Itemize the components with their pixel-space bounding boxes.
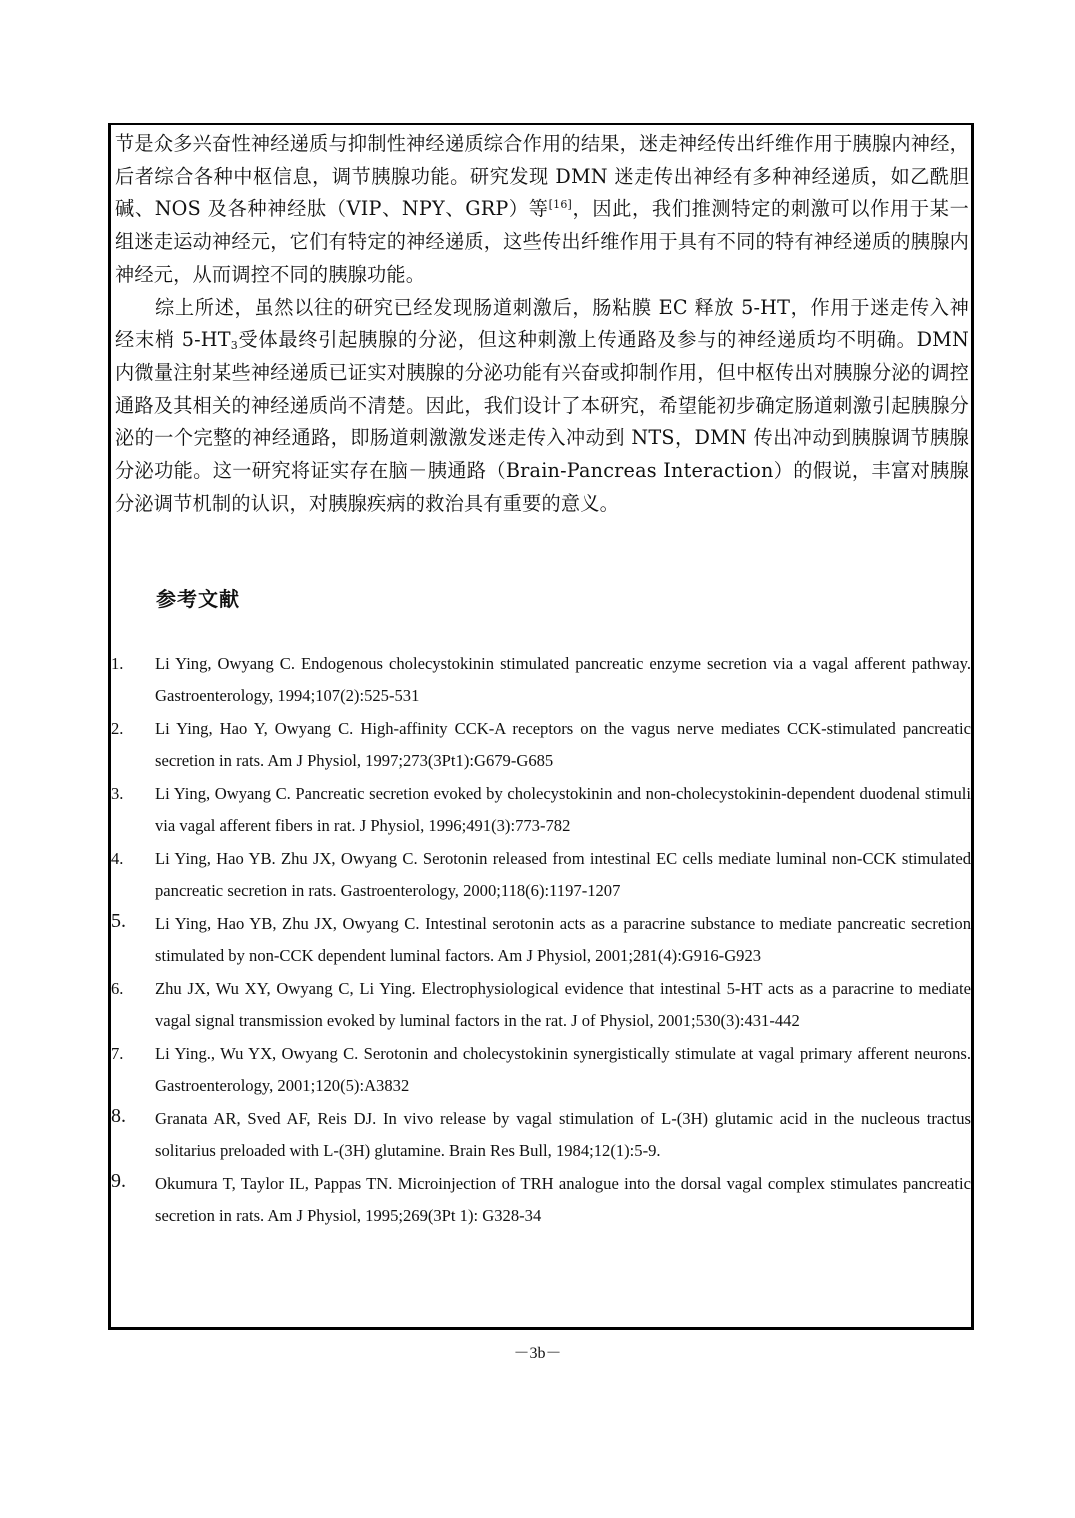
body-text: [115, 128, 969, 520]
reference-number: 4.: [111, 849, 124, 868]
reference-item-7: [111, 1038, 971, 1102]
reference-text: Li Ying, Owyang C. Pancreatic secretion evoked by cholecystokinin and non-cholecystokinin-dependent duodenal stimuli via vagal afferent fibers in rat. J Physiol, 1996;491(3):773-782: [155, 784, 971, 835]
reference-item-9: [111, 1168, 971, 1232]
reference-item-3: [111, 778, 971, 842]
reference-text: Okumura T, Taylor IL, Pappas TN. Microinjection of TRH analogue into the dorsal vagal complex stimulates pancreatic secretion in rats. Am J Physiol, 1995;269(3Pt 1): G328-34: [155, 1174, 971, 1225]
reference-number: 6.: [111, 979, 124, 998]
page-number: －3b－: [513, 1345, 562, 1362]
paragraph-1-text-b: ，因此，我们推测特定的刺激可以作用于某一组迷走运动神经元，它们有特定的神经递质，这些传出纤维作用于具有不同的特有神经递质的胰腺内神经元，从而调控不同的胰腺功能。: [115, 197, 969, 286]
references-title: 参考文献: [156, 587, 240, 611]
paragraph-1-text-a: 节是众多兴奋性神经递质与抑制性神经递质综合作用的结果，迷走神经传出纤维作用于胰腺内神经，后者综合各种中枢信息，调节胰腺功能。研究发现 DMN 迷走传出神经有多种神经递质，如乙酰胆碱、NOS 及各种神经肽（VIP、NPY、GRP）等: [115, 132, 969, 221]
reference-item-6: [111, 973, 971, 1037]
reference-item-5: [111, 908, 971, 972]
reference-text: Li Ying, Owyang C. Endogenous cholecystokinin stimulated pancreatic enzyme secretion via a vagal afferent pathway. Gastroenterology, 1994;107(2):525-531: [155, 654, 971, 705]
subscript-3: 3: [230, 339, 238, 353]
reference-text: Li Ying., Wu YX, Owyang C. Serotonin and cholecystokinin synergistically stimulate at vagal primary afferent neurons. Gastroenterology, 2001;120(5):A3832: [155, 1044, 971, 1095]
reference-number: 9.: [111, 1170, 126, 1192]
reference-item-4: [111, 843, 971, 907]
reference-item-8: [111, 1103, 971, 1167]
reference-item-2: [111, 713, 971, 777]
reference-number: 2.: [111, 719, 124, 738]
reference-text: Li Ying, Hao YB. Zhu JX, Owyang C. Serotonin released from intestinal EC cells mediate luminal non-CCK stimulated pancreatic secretion in rats. Gastroenterology, 2000;118(6):1197-1207: [155, 849, 971, 900]
reference-list: [111, 648, 971, 1233]
paragraph-2: [115, 292, 969, 521]
reference-text: Li Ying, Hao YB, Zhu JX, Owyang C. Intestinal serotonin acts as a paracrine substance to mediate pancreatic secretion stimulated by non-CCK dependent luminal factors. Am J Physiol, 2001;281(4):G916-G923: [155, 914, 971, 965]
paragraph-1: [115, 128, 969, 292]
reference-text: Li Ying, Hao Y, Owyang C. High-affinity CCK-A receptors on the vagus nerve mediates CCK-stimulated pancreatic secretion in rats. Am J Physiol, 1997;273(3Pt1):G679-G685: [155, 719, 971, 770]
reference-text: Zhu JX, Wu XY, Owyang C, Li Ying. Electrophysiological evidence that intestinal 5-HT acts as a paracrine to mediate vagal signal transmission evoked by luminal factors in the rat. J of Physiol, 2001;530(3):431-442: [155, 979, 971, 1030]
reference-number: 3.: [111, 784, 124, 803]
paragraph-2-text-a: 综上所述，虽然以往的研究已经发现肠道刺激后，肠粘膜 EC 释放 5-HT，作用于迷走传入神经末梢 5-HT: [115, 295, 969, 352]
reference-text: Granata AR, Sved AF, Reis DJ. In vivo release by vagal stimulation of L-(3H) glutamic acid in the nucleous tractus solitarius preloaded with L-(3H) glutamine. Brain Res Bull, 1984;12(1):5-9.: [155, 1109, 971, 1160]
reference-number: 5.: [111, 910, 126, 932]
reference-item-1: [111, 648, 971, 712]
citation-16: [16]: [548, 198, 573, 212]
paragraph-2-text-b: 受体最终引起胰腺的分泌，但这种刺激上传通路及参与的神经递质均不明确。DMN 内微量注射某些神经递质已证实对胰腺的分泌功能有兴奋或抑制作用，但中枢传出对胰腺分泌的调控通路及其相关的神经递质尚不清楚。因此，我们设计了本研究，希望能初步确定肠道刺激引起胰腺分泌的一个完整的神经通路，即肠道刺激激发迷走传入冲动到 NTS，DMN 传出冲动到胰腺调节胰腺分泌功能。这一研究将证实存在脑－胰通路（Brain-Pancreas Interaction）的假说，丰富对胰腺分泌调节机制的认识，对胰腺疾病的救治具有重要的意义。: [115, 328, 970, 515]
reference-number: 8.: [111, 1105, 126, 1127]
reference-number: 7.: [111, 1044, 124, 1063]
reference-number: 1.: [111, 654, 124, 673]
content-frame: [108, 123, 974, 1330]
